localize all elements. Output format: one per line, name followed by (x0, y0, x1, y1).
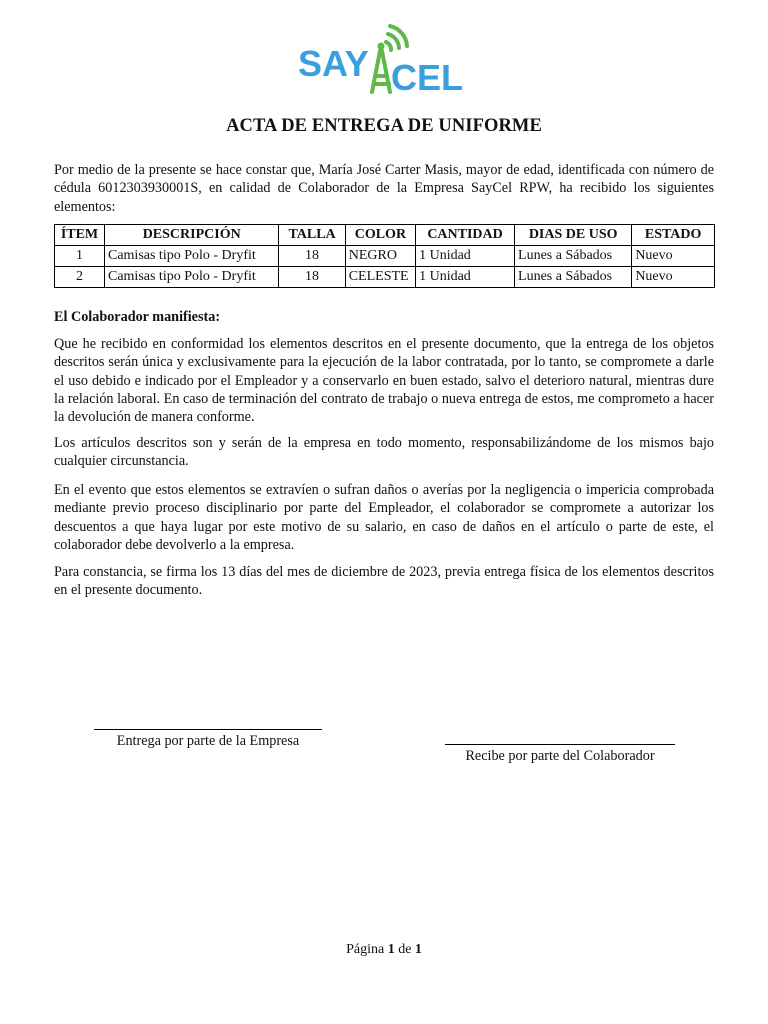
signature-collaborator (445, 744, 675, 765)
current-page-number: 1 (387, 942, 395, 957)
signature-line (445, 744, 675, 745)
body-paragraph-2: Los artículos descritos son y serán de la empresa en todo momento, responsabilizándome de los mismos bajo cualquier circunstancia. (54, 435, 714, 470)
logo-text-say: SAY (298, 43, 369, 84)
cell-days: Lunes a Sábados (515, 246, 632, 267)
col-header-item: ÍTEM (55, 225, 105, 246)
cell-description: Camisas tipo Polo - Dryfit (104, 267, 278, 288)
intro-paragraph: Por medio de la presente se hace constar que, María José Carter Masis, mayor de edad, identificada con número de cédula 6012303930001S, en calidad de Colaborador de la Empresa SayCel RPW, ha recibido los siguientes elementos: (54, 162, 714, 215)
page-word: Página (346, 942, 385, 957)
of-word: de (398, 942, 412, 957)
cell-item: 2 (55, 267, 105, 288)
col-header-days: DIAS DE USO (515, 225, 632, 246)
cell-color: CELESTE (345, 267, 415, 288)
cell-quantity: 1 Unidad (416, 267, 515, 288)
signature-label-company: Entrega por parte de la Empresa (116, 733, 300, 749)
document-title: ACTA DE ENTREGA DE UNIFORME (226, 116, 542, 136)
table-row (55, 246, 715, 267)
cell-status: Nuevo (632, 246, 715, 267)
col-header-size: TALLA (279, 225, 345, 246)
total-pages-number: 1 (414, 942, 422, 957)
col-header-color: COLOR (345, 225, 415, 246)
body-paragraph-3: En el evento que estos elementos se extravíen o sufran daños o averías por la negligencia o impericia comprobada mediante previo proceso disciplinario por parte del Empleador, el colaborador se compromete a autorizar los descuentos a que haya lugar por este motivo de su salario, en caso de daños en el artículo o parte de este, el colaborador debe devolverlo a la empresa. (54, 482, 714, 553)
page-footer (0, 942, 768, 958)
cell-quantity: 1 Unidad (416, 246, 515, 267)
col-header-description: DESCRIPCIÓN (104, 225, 278, 246)
body-paragraph-1: Que he recibido en conformidad los elementos descritos en el presente documento, que la entrega de los objetos descritos serán única y exclusivamente para la ejecución de la labor contratada, por lo tanto, se compromete a darle el uso debido e indicado por el Empleador y a conservarlo en buen estado, salvo el deterioro natural, mientras dure la relación laboral. En caso de terminación del contrato de trabajo o nueva entrega de estos, me comprometo a hacer la devolución de manera conforme. (54, 336, 714, 426)
cell-description: Camisas tipo Polo - Dryfit (104, 246, 278, 267)
body-paragraph-4: Para constancia, se firma los 13 días del mes de diciembre de 2023, previa entrega física de los elementos descritos en el presente documento. (54, 564, 714, 599)
cell-color: NEGRO (345, 246, 415, 267)
cell-item: 1 (55, 246, 105, 267)
signature-line (94, 729, 322, 730)
items-table (54, 224, 715, 288)
col-header-status: ESTADO (632, 225, 715, 246)
signature-label-collaborator: Recibe por parte del Colaborador (465, 748, 655, 764)
col-header-quantity: CANTIDAD (416, 225, 515, 246)
company-logo (295, 24, 475, 96)
cell-size: 18 (279, 267, 345, 288)
cell-status: Nuevo (632, 267, 715, 288)
section-heading: El Colaborador manifiesta: (54, 309, 221, 325)
cell-size: 18 (279, 246, 345, 267)
table-row (55, 267, 715, 288)
table-header-row (55, 225, 715, 246)
signature-company (94, 729, 322, 750)
logo-text-cel: CEL (391, 57, 463, 96)
cell-days: Lunes a Sábados (515, 267, 632, 288)
